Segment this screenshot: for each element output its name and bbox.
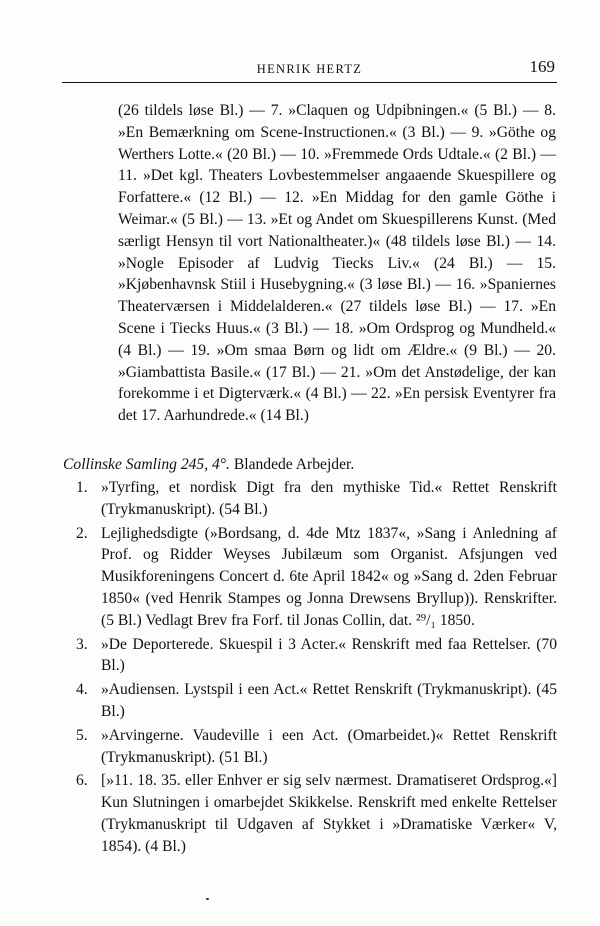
item-number: 1. [76, 479, 88, 496]
list-item [63, 770, 557, 857]
running-title: HENRIK HERTZ [256, 62, 363, 76]
item-text: »Arvingerne. Vaudeville i een Act. (Omarbeidet.)« Rettet Renskrift (Trykmanuskript). (51 Bl.) [101, 726, 557, 766]
item-text: »Audiensen. Lystspil i een Act.« Rettet Renskrift (Trykmanuskript). (45 Bl.) [101, 681, 557, 720]
list-item [63, 679, 557, 723]
list-item [63, 725, 557, 769]
item-number: 2. [76, 524, 88, 542]
page-header [62, 57, 557, 83]
item-text: »De Deporterede. Skuespil i 3 Acter.« Renskrift med faa Rettelser. (70 Bl.) [101, 635, 557, 675]
page-number: 169 [529, 57, 555, 76]
collection-name: Collinske Samling 245, 4°. [63, 456, 230, 473]
item-text: [»11. 18. 35. eller Enhver er sig selv nærmest. Dramatiseret Ordsprog.«] Kun Slutningen i omarbejdet Skikkelse. Renskrift med enkelte Rettelser (Trykmanuskript til Udgaven af Stykket i »Dramatiske Værker« V, 1854). (4 Bl.) [101, 772, 557, 855]
item-number: 4. [76, 681, 88, 699]
print-speck [206, 898, 209, 900]
item-number: 6. [76, 772, 88, 790]
continued-entry-text: (26 tildels løse Bl.) — 7. »Claquen og Udpibningen.« (5 Bl.) — 8. »En Bemærkning om Scene-Instructionen.« (3 Bl.) — 9. »Göthe og Werthers Lotte.« (20 Bl.) — 10. »Fremmede Ords Udtale.« (2 Bl.) — 11. »Det kgl. Theaters Lovbestemmelser angaaende Skuespillere og Forfattere.« (12 Bl.) — 12. »En Middag for den gamle Göthe i Weimar.« (5 Bl.) — 13. »Et og Andet om Skuespillerens Kunst. (Med særligt Hensyn til vort Nationaltheater.)« (48 tildels løse Bl.) — 14. »Nogle Episoder af Ludvig Tiecks Liv.« (24 Bl.) — 15. »Kjøbenhavnsk Stiil i Husebygning.« (3 løse Bl.) — 16. »Spaniernes Theaterværsen i Middelalderen.« (27 tildels løse Bl.) — 17. »En Scene i Tiecks Huus.« (3 Bl.) — 18. »Om Ordsprog og Mundheld.« (4 Bl.) — 19. »Om smaa Børn og lidt om Ældre.« (9 Bl.) — 20. »Giambattista Basile.« (17 Bl.) — 21. »Om det Anstødelige, der kan forekomme i et Digterværk.« (4 Bl.) — 22. »En persisk Eventyrer fra det 17. Aarhundrede.« (14 Bl.) [118, 102, 556, 425]
collection-heading [63, 454, 354, 476]
item-text: Lejlighedsdigte (»Bordsang, d. 4de Mtz 1837«, »Sang i Anledning af Prof. og Ridder Weyses Jubilæum som Organist. Afsjungen ved Musikforeningens Concert d. 6te April 1842« og »Sang d. 2den Februar 1850« (ved Henrik Stampes og Jonna Drewsens Bryllup)). Renskrifter. (5 Bl.) Vedlagt Brev fra Forf. til Jonas Collin, dat. ²⁹/₁ 1850. [101, 524, 557, 629]
collection-description: Blandede Arbejder. [233, 456, 355, 473]
item-number: 5. [76, 726, 88, 744]
item-number: 3. [76, 635, 88, 653]
item-text: »Tyrfing, et nordisk Digt fra den mythiske Tid.« Rettet Renskrift (Trykmanuskript). (54 Bl.) [101, 479, 557, 518]
list-item [63, 634, 557, 678]
list-item [63, 523, 557, 632]
item-list [63, 477, 557, 860]
list-item [63, 477, 557, 521]
